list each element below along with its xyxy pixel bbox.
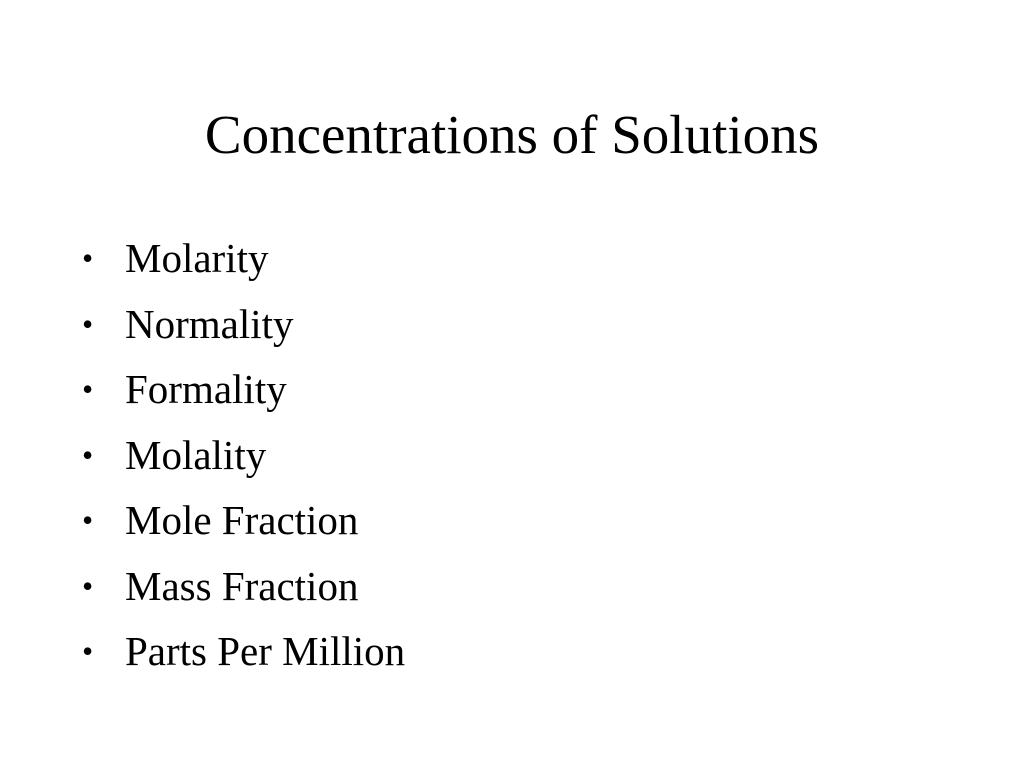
list-item-label: Parts Per Million xyxy=(125,628,406,674)
bullet-icon: • xyxy=(82,305,94,342)
slide-title: Concentrations of Solutions xyxy=(204,104,820,165)
list-item-label: Formality xyxy=(125,366,287,412)
bullet-icon: • xyxy=(82,502,94,538)
list-item-label: Mole Fraction xyxy=(125,497,359,543)
bullet-icon: • xyxy=(82,567,94,604)
bullet-icon: • xyxy=(82,436,94,473)
bullet-icon: • xyxy=(82,240,94,276)
list-item-label: Normality xyxy=(125,300,294,347)
bullet-icon: • xyxy=(82,633,94,669)
list-item-label: Mass Fraction xyxy=(125,562,359,609)
list-item-label: Molality xyxy=(125,431,267,478)
list-item-label: Molarity xyxy=(125,235,269,281)
bullet-icon: • xyxy=(82,371,94,407)
